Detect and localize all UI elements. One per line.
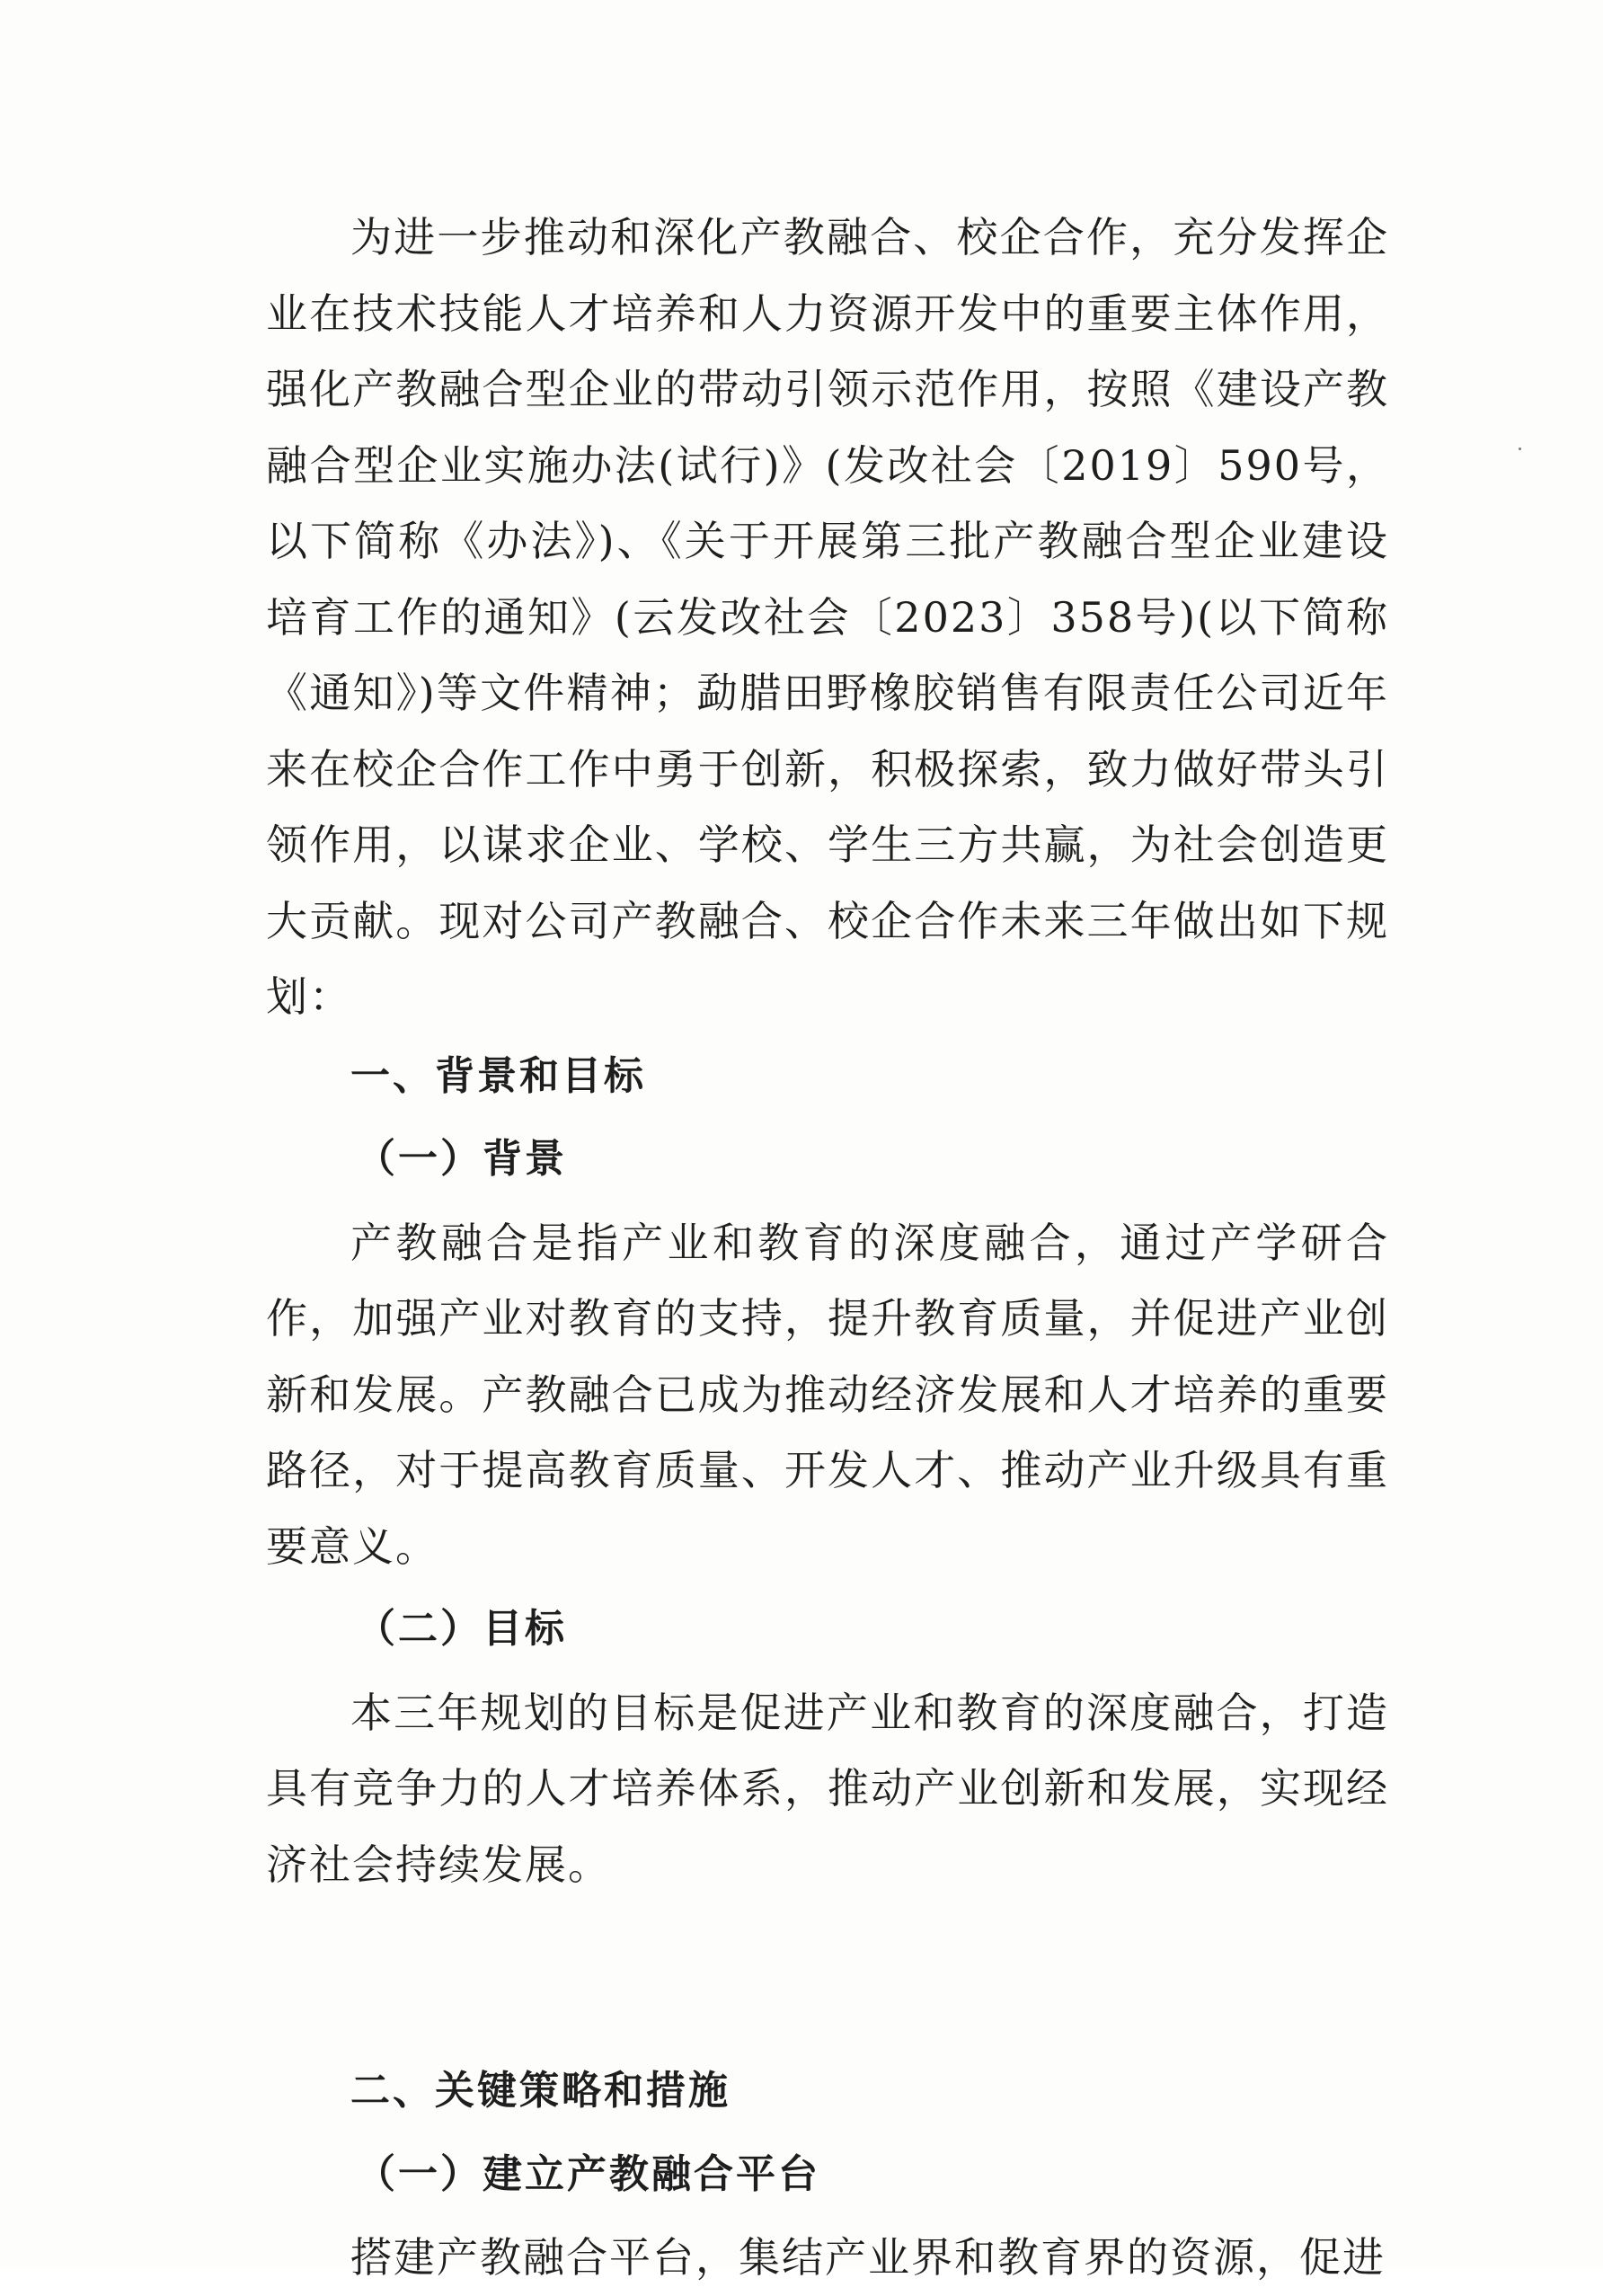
- document-body: [266, 199, 1389, 2296]
- background-paragraph: 产教融合是指产业和教育的深度融合，通过产学研合作，加强产业对教育的支持，提升教育质量，并促进产业创新和发展。产教融合已成为推动经济发展和人才培养的重要路径，对于提高教育质量、开发人才、推动产业升级具有重要意义。: [266, 1218, 1389, 1571]
- subheading-platform: （一）建立产教融合平台: [356, 2150, 820, 2197]
- section-heading-background-goals: 一、背景和目标: [350, 1052, 646, 1099]
- goal-paragraph: 本三年规划的目标是促进产业和教育的深度融合，打造具有竞争力的人才培养体系，推动产业创新和发展，实现经济社会持续发展。: [266, 1688, 1389, 1889]
- intro-paragraph: 为进一步推动和深化产教融合、校企合作，充分发挥企业在技术技能人才培养和人力资源开发中的重要主体作用，强化产教融合型企业的带动引领示范作用，按照《建设产教融合型企业实施办法(试行)》(发改社会〔2019〕590号，以下简称《办法》)、《关于开展第三批产教融合型企业建设培育工作的通知》(云发改社会〔2023〕358号)(以下简称《通知》)等文件精神；勐腊田野橡胶销售有限责任公司近年来在校企合作工作中勇于创新，积极探索，致力做好带头引领作用，以谋求企业、学校、学生三方共赢，为社会创造更大贡献。现对公司产教融合、校企合作未来三年做出如下规划：: [266, 213, 1389, 1021]
- scan-speck: [1519, 448, 1521, 450]
- platform-paragraph: 搭建产教融合平台，集结产业界和教育界的资源，促进: [350, 2233, 1386, 2282]
- subheading-goal: （二）目标: [356, 1606, 567, 1652]
- section-heading-strategies: 二、关键策略和措施: [350, 2068, 731, 2114]
- subheading-background: （一）背景: [356, 1136, 567, 1182]
